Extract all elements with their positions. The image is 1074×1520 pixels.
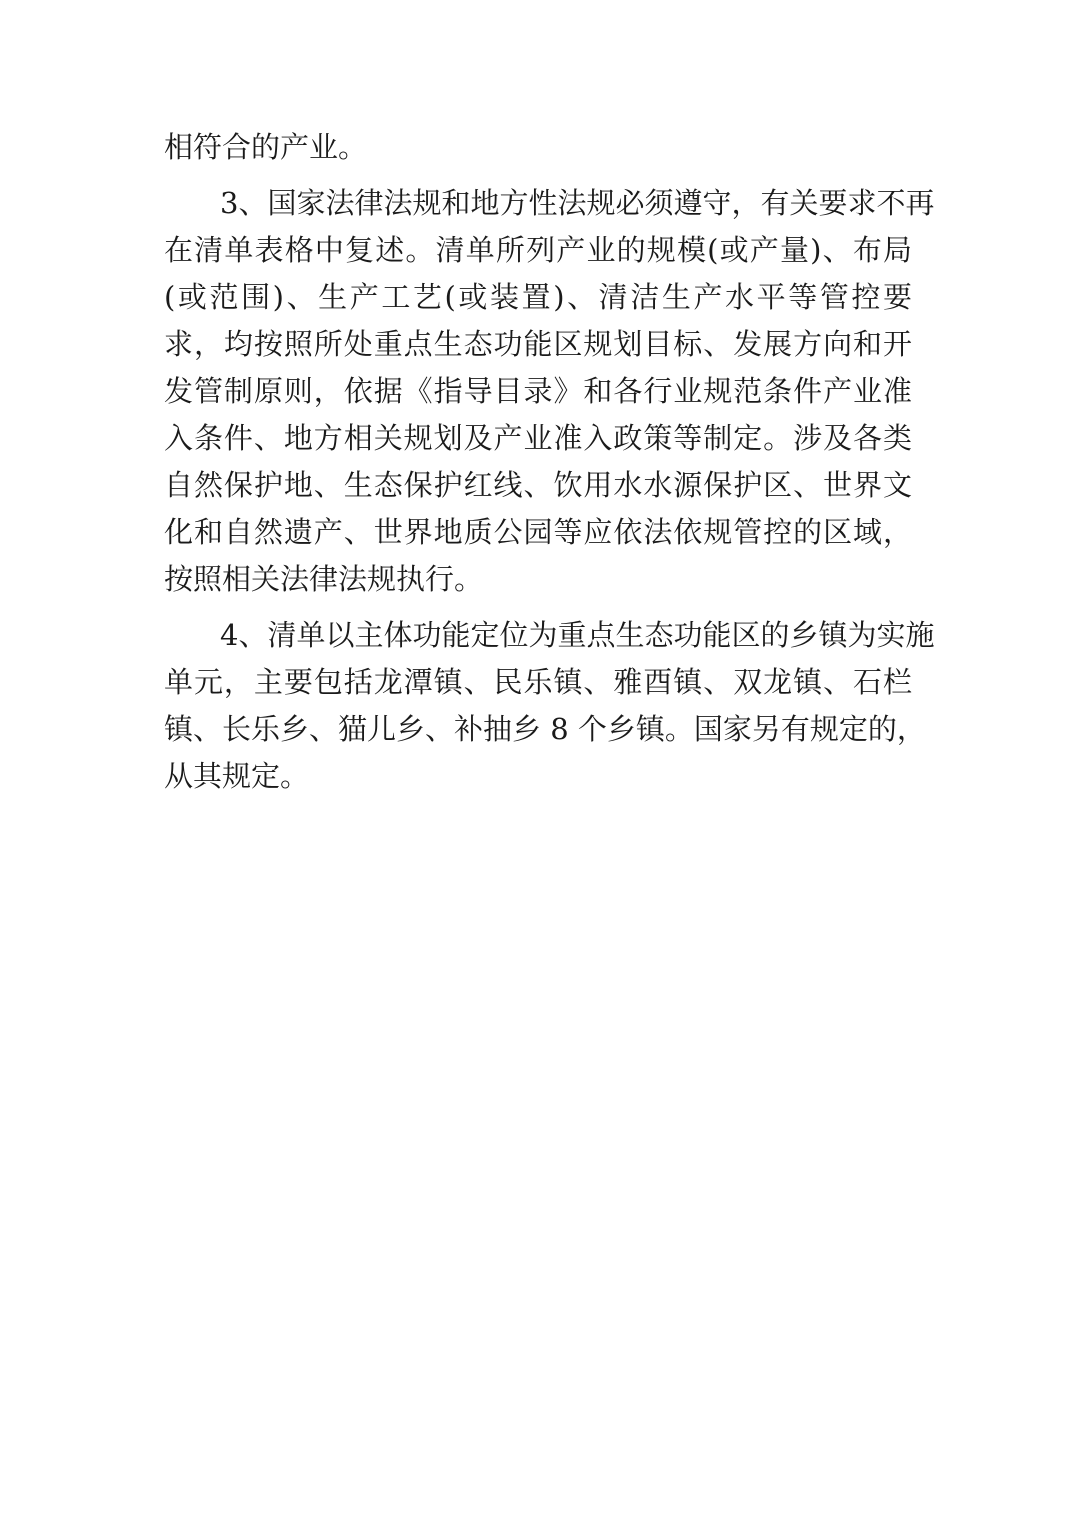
text-line: 入条件、地方相关规划及产业准入政策等制定。涉及各类 xyxy=(164,421,912,455)
text-line: 3、国家法律法规和地方性法规必须遵守，有关要求不再 xyxy=(220,186,935,220)
text-line: 自然保护地、生态保护红线、饮用水水源保护区、世界文 xyxy=(164,468,912,502)
text-line: (或范围)、生产工艺(或装置)、清洁生产水平等管控要 xyxy=(164,280,912,314)
paragraph-item-3 xyxy=(164,180,935,603)
text-line: 4、清单以主体功能定位为重点生态功能区的乡镇为实施 xyxy=(220,618,935,652)
text-line: 单元，主要包括龙潭镇、民乐镇、雅酉镇、双龙镇、石栏 xyxy=(164,665,912,699)
text-line: 发管制原则，依据《指导目录》和各行业规范条件产业准 xyxy=(164,374,912,408)
text-line: 求，均按照所处重点生态功能区规划目标、发展方向和开 xyxy=(164,327,912,361)
paragraph-continued xyxy=(164,124,912,171)
text-line: 化和自然遗产、世界地质公园等应依法依规管控的区域， xyxy=(164,515,912,549)
text-line: 在清单表格中复述。清单所列产业的规模(或产量)、布局 xyxy=(164,233,912,267)
text-line: 按照相关法律法规执行。 xyxy=(164,562,484,596)
text-line: 从其规定。 xyxy=(164,759,310,793)
document-body xyxy=(164,124,935,800)
paragraph-item-4 xyxy=(164,612,935,800)
text-line: 相符合的产业。 xyxy=(164,130,368,164)
text-line: 镇、长乐乡、猫儿乡、补抽乡 8 个乡镇。国家另有规定的， xyxy=(164,712,926,746)
